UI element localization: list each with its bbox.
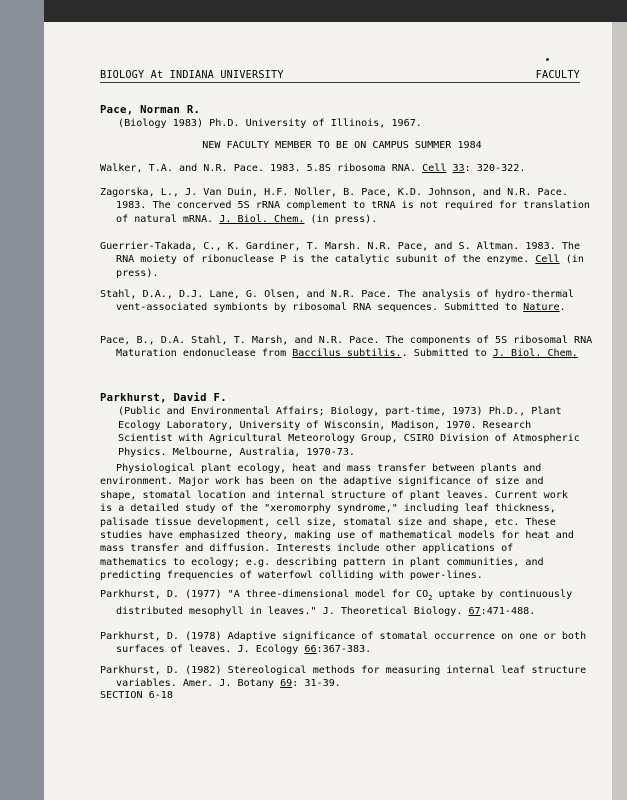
- reference: Walker, T.A. and N.R. Pace. 1983. 5.8S ribosoma RNA. Cell 33: 320-322.: [100, 163, 526, 174]
- scanner-frame-left: [0, 0, 44, 800]
- speck: [546, 58, 549, 61]
- reference: Zagorska, L., J. Van Duin, H.F. Noller, B. Pace, K.D. Johnson, and N.R. Pace. 1983. The concerved 5S rRNA complement to tRNA is not required for translation of natural mRNA. J. Biol. Chem. (in press).: [100, 187, 591, 225]
- header-right: FACULTY: [535, 70, 580, 81]
- header-left: BIOLOGY At INDIANA UNIVERSITY: [100, 70, 284, 81]
- faculty-name: Pace, Norman R.: [100, 104, 201, 116]
- reference: Parkhurst, D. (1978) Adaptive significance of stomatal occurrence on one or both surfaces of leaves. J. Ecology 66:367-383.: [100, 631, 587, 656]
- reference: Stahl, D.A., D.J. Lane, G. Olsen, and N.R. Pace. The analysis of hydro-thermal vent-associated symbionts by ribosomal RNA sequences. Submitted to Nature.: [100, 289, 575, 314]
- reference: Pace, B., D.A. Stahl, T. Marsh, and N.R. Pace. The components of 5S ribosomal RNA Maturation endonuclease from Baccilus subtilis.. Submitted to J. Biol. Chem.: [100, 335, 593, 360]
- parkhurst-entry: [100, 392, 584, 459]
- research-summary: Physiological plant ecology, heat and mass transfer between plants and environment. Major work has been on the adaptive significance of size and shape, stomatal location and internal structure of plant leaves. Current work is a detailed study of the "xeromorphy syndrome," including leaf thickness, palisade tissue development, cell size, stomatal size and shape, etc. These studies have emphasized theory, making use of mathematical models for heat and mass transfer and diffusion. Interests include other applications of mathematics to ecology; e.g. describing pattern in plant communities, and predicting frequencies of waterfowl colliding with power-lines.: [100, 463, 575, 582]
- scanner-frame-top: [44, 0, 627, 22]
- reference: Parkhurst, D. (1977) "A three-dimensional model for $CO_2$ uptake by continuously distributed mesophyll in leaves." J. Theoretical Biology. 67:471-488.: [100, 589, 573, 618]
- new-faculty-notice: NEW FACULTY MEMBER TO BE ON CAMPUS SUMMER 1984: [202, 140, 482, 151]
- running-header: [100, 70, 580, 83]
- section-footer: SECTION 6-18: [100, 690, 173, 701]
- reference: Parkhurst, D. (1982) Stereological methods for measuring internal leaf structure variables. Amer. J. Botany 69: 31-39.: [100, 665, 587, 690]
- faculty-name: Parkhurst, David F.: [100, 392, 227, 404]
- faculty-degree: (Public and Environmental Affairs; Biology, part-time, 1973) Ph.D., Plant Ecology Laboratory, University of Wisconsin, Madison, 1970. Research Scientist with Agricultural Meteorology Group, CSIRO Division of Atmospheric Physics. Melbourne, Australia, 1970-73.: [118, 406, 580, 458]
- pace-entry: [100, 104, 584, 131]
- reference: Guerrier-Takada, C., K. Gardiner, T. Marsh. N.R. Pace, and S. Altman. 1983. The RNA moiety of ribonuclease P is the catalytic subunit of the enzyme. Cell (in press).: [100, 241, 584, 279]
- faculty-degree: (Biology 1983) Ph.D. University of Illinois, 1967.: [118, 118, 422, 130]
